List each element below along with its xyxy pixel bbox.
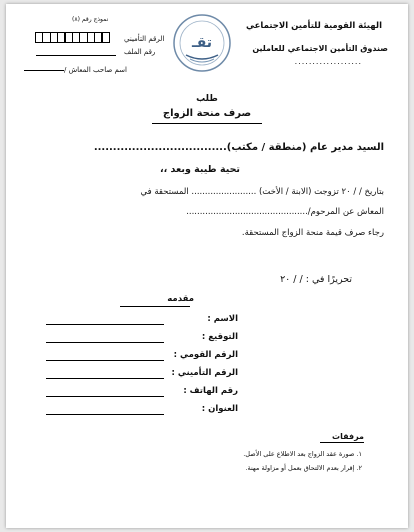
addressee-line: السيد مدير عام (منطقة / مكتب)................................... xyxy=(93,142,384,153)
field-label-address: العنوان : xyxy=(201,404,238,414)
title-underline xyxy=(152,123,262,124)
applicant-heading: مقدمه xyxy=(167,294,194,304)
field-line-national-id[interactable] xyxy=(46,360,164,361)
field-label-insurance-number: الرقم التأميني : xyxy=(171,368,238,378)
date-line: تحريرًا في : / / ٢٠ xyxy=(280,274,352,285)
form-number: نموذج رقم (٨) xyxy=(72,16,109,23)
field-line-phone[interactable] xyxy=(46,396,164,397)
insurance-number-boxes xyxy=(36,32,110,43)
greeting: تحية طيبة وبعد ،، xyxy=(160,164,240,175)
body-line-3: رجاء صرف قيمة منحة الزواج المستحقة. xyxy=(241,228,384,238)
field-label-national-id: الرقم القومي : xyxy=(173,350,238,360)
pension-owner-label: اسم صاحب المعاش / xyxy=(64,66,127,74)
subject-title: صرف منحة الزواج xyxy=(162,108,252,119)
attachments-title: مرفقات xyxy=(332,432,364,441)
request-title: طلب xyxy=(196,94,218,104)
org-logo-icon xyxy=(172,13,232,73)
insurance-number-label: الرقم التأميني xyxy=(124,35,165,43)
pension-owner-line xyxy=(24,70,64,71)
svg-text:تقـ: تقـ xyxy=(191,35,213,51)
field-label-name: الاسم : xyxy=(207,314,238,324)
field-label-signature: التوقيع : xyxy=(201,332,238,342)
field-line-signature[interactable] xyxy=(46,342,164,343)
field-line-name[interactable] xyxy=(46,324,164,325)
attachments-underline xyxy=(320,442,364,443)
attachment-item: ٢. إقرار بعدم الالتحاق بعمل أو مزاولة مهنة. xyxy=(245,464,362,472)
file-number-line xyxy=(36,47,116,56)
org-fund-name: صندوق التأمين الاجتماعي للعاملين xyxy=(252,44,388,53)
body-line-1: بتاريخ / / ٢٠ تزوجت (الابنة / الأخت) ........................ المستحقة في xyxy=(140,187,384,197)
body-line-2: المعاش عن المرحوم/............................................. xyxy=(186,207,384,217)
org-name: الهيئة القومية للتأمين الاجتماعي xyxy=(246,21,382,31)
field-line-insurance-number[interactable] xyxy=(46,378,164,379)
attachment-item: ١. صورة عقد الزواج بعد الاطلاع على الأصل. xyxy=(243,450,362,458)
field-line-address[interactable] xyxy=(46,414,164,415)
file-number-label: رقم الملف xyxy=(124,48,156,56)
field-label-phone: رقم الهاتف : xyxy=(183,386,238,396)
form-page xyxy=(6,4,408,528)
applicant-underline xyxy=(120,306,190,307)
org-branch-dots: ................... xyxy=(294,57,362,66)
